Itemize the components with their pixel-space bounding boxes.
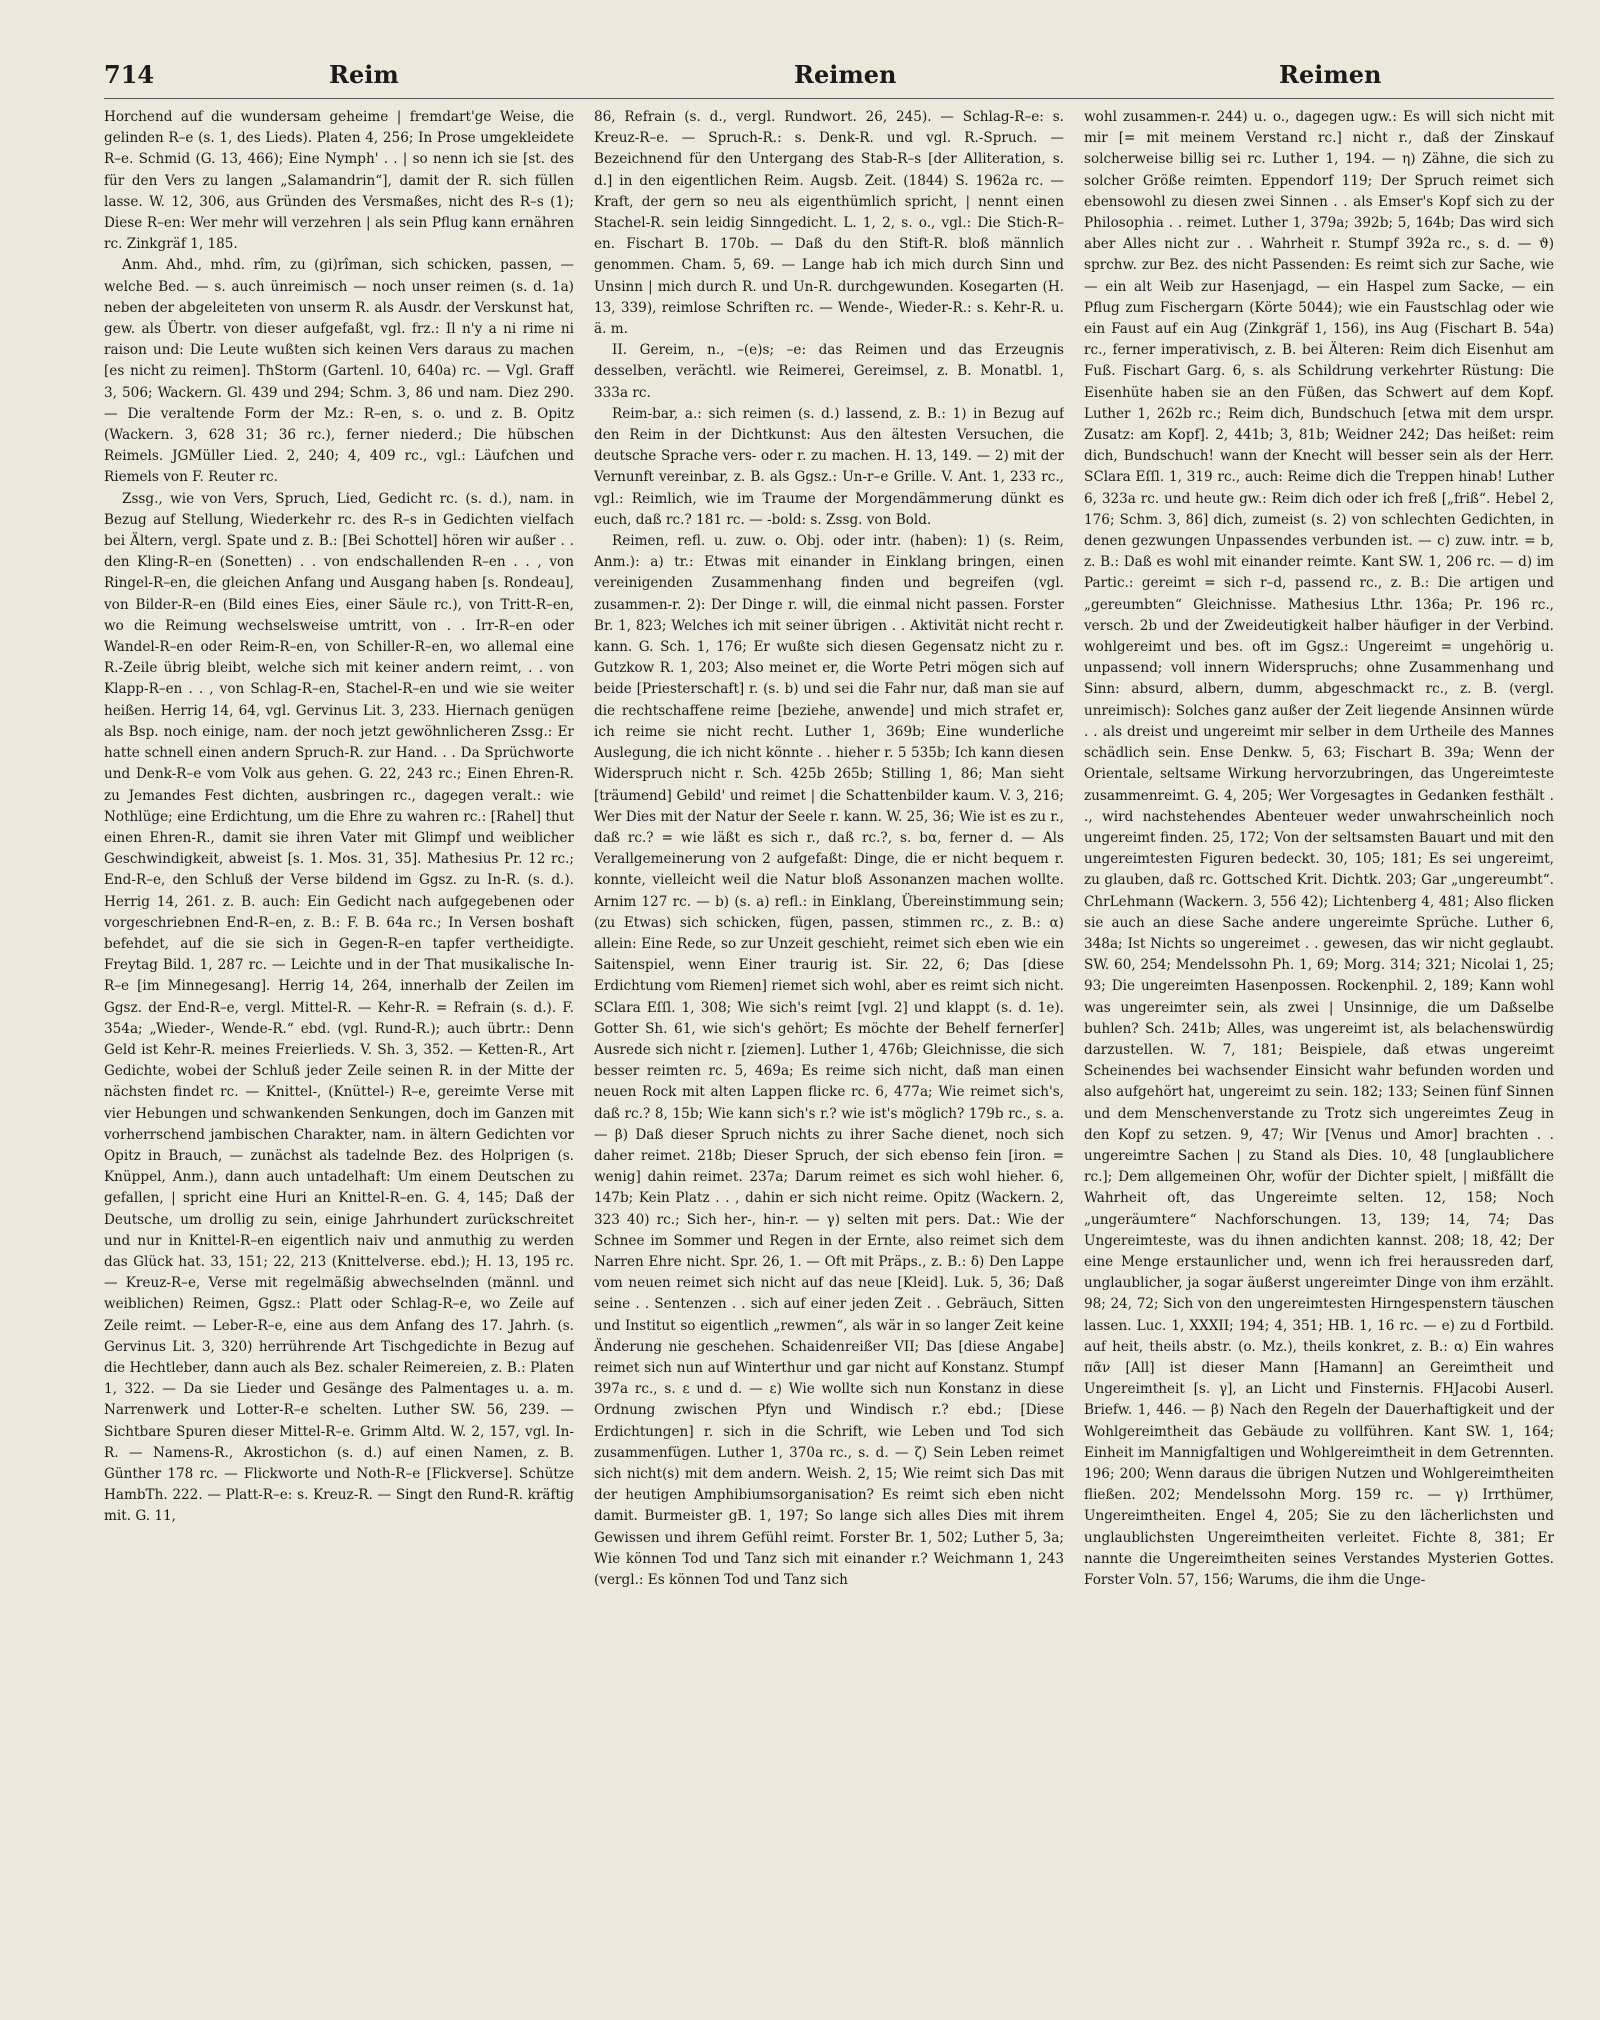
running-head-right: Reimen (1279, 60, 1382, 89)
column-left (104, 107, 574, 2007)
column-middle (594, 107, 1064, 2007)
paragraph: 86, Refrain (s. d., vergl. Rundwort. 26, 245). — Schlag-R–e: s. Kreuz-R–e. — Spruch-R.: s. Denk-R. und vgl. R.-Spruch. — Bezeichnend für den Untergang des Stab-R–s [der Alliteration, s. d.] in den eigentlichen Reim. Augsb. Zeit. (1844) S. 1962a rc. — Kraft, der gern so neu als eigenthümlich spricht, | nennt einen Stachel-R. sein leidig Sinngedicht. L. 1, 2, s. o., vgl.: Die Stich-R–en. Fischart B. 170b. — Daß du den Stift-R. bloß männlich genommen. Cham. 5, 69. — Lange hab ich mich durch Sinn und Unsinn | mich durch R. und Un-R. durchgewunden. Kosegarten (H. 13, 339), reimlose Schriften rc. — Wende-, Wieder-R.: s. Kehr-R. u. ä. m. (594, 109, 1064, 338)
page-header (104, 56, 1554, 99)
text-columns (104, 107, 1554, 2007)
paragraph: II. Gereim, n., –(e)s; –e: das Reimen und das Erzeugnis desselben, verächtl. wie Reimerei, Gereimsel, z. B. Monatbl. 1, 333a rc. (594, 342, 1064, 401)
column-right (1084, 107, 1554, 2007)
paragraph: Reimen, refl. u. zuw. o. Obj. oder intr. (haben): 1) (s. Reim, Anm.): a) tr.: Etwas mit einander in Einklang bringen, einen vereinigenden Zusammenhang finden und begreifen (vgl. zusammen-r. 2): Der Dinge r. will, die einmal nicht passen. Forster Br. 1, 823; Welches ich mit seiner übrigen . . Aktivität nicht recht r. kann. G. Sch. 1, 176; Er wußte sich diesen Gegensatz nicht zu r. Gutzkow R. 1, 203; Also meinet er, die Worte Petri mögen sich auf beide [Priesterschaft] r. (s. b) und sei die Fahr nur, daß man sie auf die rechtschaffene reime [beziehe, anwende] und mich strafet er, ich reime sie nicht recht. Luther 1, 369b; Eine wunderliche Auslegung, die ich nicht könnte . . hieher r. 5 535b; Ich kann diesen Widerspruch nicht r. Sch. 425b 265b; Stilling 1, 86; Man sieht [träumend] Gebild' und reimet | die Schattenbilder kaum. V. 3, 216; Wer Dies mit der Natur der Seele r. kann. W. 25, 36; Wie ist es zu r., daß rc.? = wie läßt es sich r., daß rc.?, s. bα, ferner d. — Als Verallgemeinerung von 2 aufgefaßt: Dinge, die er nicht bequem r. konnte, vielleicht weil die Natur bloß Assonanzen machen wollte. Arnim 127 rc. — b) (s. a) refl.: in Einklang, Übereinstimmung sein; (zu Etwas) sich schicken, fügen, passen, stimmen rc., z. B.: α) allein: Eine Rede, so zur Unzeit geschieht, reimet sich eben wie ein Saitenspiel, wenn Einer traurig ist. Sir. 22, 6; Das [diese Erdichtung vom Riemen] riemet sich wohl, aber es reimt sich nicht. SClara Eſſl. 1, 308; Wie sich's reimt [vgl. 2] und klappt (s. d. 1e). Gotter Sh. 61, wie sich's gehört; Es möchte der Behelf fernerſer] Ausrede sich nicht r. [ziemen]. Luther 1, 476b; Gleichnisse, die sich besser reimten rc. 5, 469a; Es reime sich nicht, daß man einen neuen Rock mit alten Lappen flicke rc. 6, 477a; Wie reimet sich's, daß rc.? 8, 15b; Wie kann sich's r.? wie ist's möglich? 179b rc., s. a. — β) Daß dieser Spruch nichts zu ihrer Sache dienet, noch sich daher reimet. 218b; Dieser Spruch, der sich ebenso fein [iron. = wenig] dahin reimet. 237a; Darum reimet es sich wohl hieher. 6, 147b; Kein Platz . . , dahin er sich nicht reime. Opitz (Wackern. 2, 323 40) rc.; Sich her-, hin-r. — γ) selten mit pers. Dat.: Wie der Schnee im Sommer und Regen in der Ernte, also reimet sich dem Narren Ehre nicht. Spr. 26, 1. — Oft mit Präps., z. B.: δ) Den Lappe vom neuen reimet sich nicht auf das neue [Kleid]. Luk. 5, 36; Daß seine . . Sentenzen . . sich auf einer jeden Zeit . . Gebräuch, Sitten und Institut so eigentlich „rewmen“, als wär in so langer Zeit keine Änderung nie geschehen. Schaidenreißer VII; Das [diese Angabe] reimet sich nun auf Winterthur und gar nicht auf Konstanz. Stumpf 397a rc., s. ε und d. — ε) Wie wollte sich nun Konstanz in diese Ordnung zwischen Pfyn und Windisch r.? ebd.; [Diese Erdichtungen] r. sich in die Schrift, wie Leben und Tod sich zusammenfügen. Luther 1, 370a rc., s. d. — ζ) Sein Leben reimet sich nicht(s) mit dem andern. Weish. 2, 15; Wie reimt sich Das mit der heutigen Amphibiumsorganisation? Es reimt sich eben nicht damit. Burmeister gB. 1, 197; So lange sich alles Dies mit ihrem Gewissen und ihrem Gefühl reimt. Forster Br. 1, 502; Luther 5, 3a; Wie können Tod und Tanz sich mit einander r.? Weichmann 1, 243 (vergl.: Es können Tod und Tanz sich (594, 533, 1064, 1589)
paragraph: Anm. Ahd., mhd. rîm, zu (gi)rîman, sich schicken, passen, — welche Bed. — s. auch ünreimisch — noch unser reimen (s. d. 1a) neben der abgeleiteten von unserm R. als Ausdr. der Verskunst hat, gew. als Übertr. von dieser aufgefaßt, vgl. frz.: Il n'y a ni rime ni raison und: Die Leute wußten sich keinen Vers daraus zu machen [es nicht zu reimen]. ThStorm (Gartenl. 10, 640a) rc. — Vgl. Graff 3, 506; Wackern. Gl. 439 und 294; Schm. 3, 86 und nam. Diez 290. — Die veraltende Form der Mz.: R–en, s. o. und z. B. Opitz (Wackern. 3, 628 31; 36 rc.), ferner niederd.; Die hübschen Reimels. JGMüller Lied. 2, 240; 4, 409 rc., vgl.: Läufchen und Riemels von F. Reuter rc. (104, 257, 574, 486)
paragraph: Horchend auf die wundersam geheime | fremdart'ge Weise, die gelinden R–e (s. 1, des Lieds). Platen 4, 256; In Prose umgekleidete R–e. Schmid (G. 13, 466); Eine Nymph' . . | so nenn ich sie [st. des für den Vers zu langen „Salamandrin“], damit der R. sich füllen lasse. W. 12, 306, aus Gründen des Versmaßes, nicht des R–s (1); Diese R–en: Wer mehr will verzehren | als sein Pflug kann ernähren rc. Zinkgräf 1, 185. (104, 109, 574, 253)
paragraph: wohl zusammen-r. 244) u. o., dagegen ugw.: Es will sich nicht mit mir [= mit meinem Verstand rc.] nicht r., daß der Zinskauf solcherweise billig sei rc. Luther 1, 194. — η) Zähne, die sich zu solcher Größe reimten. Eppendorf 119; Der Spruch reimet sich ebensowohl zu diesen zwei Sinnen . . als Emser's Kopf sich zu der Philosophia . . reimet. Luther 1, 379a; 392b; 5, 164b; Das wird sich aber Alles nicht zur . . Wahrheit r. Stumpf 392a rc., s. d. — ϑ) sprchw. zur Bez. des nicht Passenden: Es reimt sich zur Sache, wie — ein alt Weib zur Hasenjagd, — ein Haspel zum Sacke, — ein Pflug zum Fischergarn (Körte 5044); wie ein Faustschlag oder wie ein Faust auf ein Aug (Zinkgräf 1, 156), ins Aug (Fischart B. 54a) rc., ferner imperativisch, z. B. bei Älteren: Reim dich Eisenhut am Fuß. Fischart Garg. 6, s. als Schildrung verkehrter Rüstung: Die Eisenhüte haben sie an den Füßen, das Schwert auf dem Kopf. Luther 1, 262b rc.; Reim dich, Bundschuch [etwa mit dem urspr. Zusatz: am Kopf]. 2, 441b; 3, 81b; Weidner 242; Das heißet: reim dich, Bundschuch! wann der Knecht will besser sein als der Herr. SClara Eſſl. 1, 319 rc., auch: Reime dich die Treppen hinab! Luther 6, 323a rc. und heute gw.: Reim dich oder ich freß [„friß“. Hebel 2, 176; Schm. 3, 86] dich, zumeist (s. 2) von schlechten Gedichten, in denen gezwungen Unpassendes verbunden ist. — c) zuw. intr. = b, z. B.: Daß es wohl mit einander reimte. Kant SW. 1, 206 rc. — d) im Partic.: gereimt = sich r–d, passend rc., z. B.: Die artigen und „gereumbten“ Gleichnisse. Mathesius Lthr. 136a; Pr. 196 rc., versch. 2b und der Zweideutigkeit halber häufiger in der Verbind. wohlgereimt und bes. oft im Ggsz.: Ungereimt = ungehörig u. unpassend; voll innern Widerspruchs; ohne Zusammenhang und Sinn: absurd, albern, dumm, abgeschmackt rc., z. B. (vergl. unreimisch): Solches ganz außer der Zeit liegende Ansinnen würde . . als dreist und ungereimt mir selber in dem Urtheile des Mannes schädlich sein. Ense Denkw. 5, 63; Fischart B. 39a; Wenn der Orientale, seltsame Wirkung hervorzubringen, das Ungereimteste zusammenreimt. G. 4, 205; Wer Vorgesagtes in Gedanken festhält . ., wird nachstehendes Abenteuer weder unwahrscheinlich noch ungereimt finden. 25, 172; Von der seltsamsten Bauart und mit den ungereimtesten Figuren bedeckt. 30, 105; 181; Es sei ungereimt, zu glauben, daß rc. Gottsched Krit. Dichtk. 203; Gar „ungereumbt“. ChrLehmann (Wackern. 3, 556 42); Lichtenberg 4, 481; Also flicken sie auch an diese Sache andere ungereimte Sprüche. Luther 6, 348a; Ist Nichts so ungereimet . . gewesen, das wir nicht geglaubt. SW. 60, 254; Mendelssohn Ph. 1, 69; Morg. 314; 321; Nicolai 1, 25; 93; Die ungereimten Hasenpossen. Rockenphil. 2, 189; Kann wohl was ungereimter sein, als zwei | Unsinnige, die um Daßselbe buhlen? Sch. 241b; Alles, was ungereimt ist, als belachenswürdig darzustellen. W. 7, 181; Beispiele, daß etwas ungereimt Scheinendes bei wachsender Einsicht wahr befunden worden und also aufgehört hat, ungereimt zu sein. 182; 133; Seinen fünf Sinnen und dem Menschenverstande zu Trotz sich ungereimtes Zeug in den Kopf zu setzen. 9, 47; Wir [Venus und Amor] brachten . . ungereimtre Sachen | zu Stand als Dies. 10, 48 [unglaublichere rc.]; Dem allgemeinen Ohr, wofür der Dichter spielt, | mißfällt die Wahrheit oft, das Ungereimte selten. 12, 158; Noch „ungeräumtere“ Nachforschungen. 13, 139; 14, 74; Das Ungereimteste, was du ihnen andichten kannst. 208; 18, 42; Der eine Menge erstaunlicher und, wenn ich frei heraussreden darf, unglaublicher, ja sogar äußerst ungereimter Dinge von ihm erzählt. 98; 24, 72; Sich von den ungereimtesten Hirngespenstern täuschen lassen. Luc. 1, XXXII; 194; 4, 351; HB. 1, 16 rc. — e) zu d Fortbild. auf heit, theils abstr. (o. Mz.), theils konkret, z. B.: α) Ein wahres πᾶν [All] ist dieser Mann [Hamann] an Gereimtheit und Ungereimtheit [s. γ], an Licht und Finsternis. FHJacobi Auserl. Briefw. 1, 446. — β) Nach den Regeln der Dauerhaftigkeit und der Wohlgereimtheit das Gebäude zu vollführen. Kant SW. 1, 164; Einheit im Mannigfaltigen und Wohlgereimtheit in dem Getrennten. 196; 200; Wenn daraus die übrigen Nutzen und Wohlgereimtheiten fließen. 202; Mendelssohn Morg. 159 rc. — γ) Irrthümer, Ungereimtheiten. Engel 4, 205; Sie zu den lächerlichsten und unglaublichsten Ungereimtheiten verleitet. Fichte 8, 381; Er nannte die Ungereimtheiten seines Verstandes Mysterien Gottes. Forster Voln. 57, 156; Warums, die ihm die Unge- (1084, 109, 1554, 1589)
running-head-center: Reimen (794, 60, 897, 89)
paragraph: Reim-bar, a.: sich reimen (s. d.) lassend, z. B.: 1) in Bezug auf den Reim in der Dichtkunst: Aus den ältesten Versuchen, die deutsche Sprache vers- oder r. zu machen. H. 13, 149. — 2) mit der Vernunft vereinbar, z. B. als Ggsz.: Un-r–e Grille. V. Ant. 1, 233 rc., vgl.: Reimlich, wie im Traume der Morgendämmerung dünkt es euch, daß rc.? 181 rc. — -bold: s. Zssg. von Bold. (594, 405, 1064, 528)
running-head-left: Reim (329, 60, 399, 89)
page-number: 714 (104, 60, 155, 89)
paragraph: Zssg., wie von Vers, Spruch, Lied, Gedicht rc. (s. d.), nam. in Bezug auf Stellung, Wiederkehr rc. des R–s in Gedichten vielfach bei Ältern, vergl. Spate und z. B.: [Bei Schottel] hören wir außer . . den Kling-R–en (Sonetten) . . von endschallenden R–en . . , von Ringel-R–en, die gleichen Anfang und Ausgang haben [s. Rondeau], von Bilder-R–en (Bild eines Eies, einer Säule rc.), von Tritt-R–en, wo die Reimung wechselsweise umtritt, von . . Irr-R–en oder Wandel-R–en oder Reim-R–en, von Schiller-R–en, wo allemal eine R.-Zeile übrig bleibt, welche sich mit keiner andern reimt, . . von Klapp-R–en . . , von Schlag-R–en, Stachel-R–en und wie sie weiter heißen. Herrig 14, 64, vgl. Gervinus Lit. 3, 233. Hiernach genügen als Bsp. noch einige, nam. der noch jetzt gewöhnlicheren Zssg.: Er hatte schnell einen andern Spruch-R. zur Hand. . . Da Sprüchworte und Denk-R–e vom Volk aus gehen. G. 22, 243 rc.; Einen Ehren-R. zu Jemandes Fest dichten, ausbringen rc., dagegen veralt.: wie Nothlüge; eine Erdichtung, um die Ehre zu wahren rc.: [Rahel] thut einen Ehren-R., damit sie ihren Vater mit Glimpf und weiblicher Geschwindigkeit, abweist [s. 1. Mos. 31, 35]. Mathesius Pr. 12 rc.; End-R–e, den Schluß der Verse bildend im Ggsz. zu In-R. (s. d.). Herrig 14, 261. z. B. auch: Ein Gedicht nach aufgegebenen oder vorgeschriebnen End-R–en, z. B.: F. B. 64a rc.; In Versen boshaft befehdet, auf die sie sich in Gegen-R–en tapfer vertheidigte. Freytag Bild. 1, 287 rc. — Leichte und in der That musikalische In-R–e [im Minnegesang]. Herrig 14, 264, innerhalb der Zeilen im Ggsz. der End-R–e, vergl. Mittel-R. — Kehr-R. = Refrain (s. d.). F. 354a; „Wieder-, Wende-R.“ ebd. (vgl. Rund-R.); auch übrtr.: Denn Geld ist Kehr-R. meines Freierlieds. V. Sh. 3, 352. — Ketten-R., Art Gedichte, wobei der Schluß jeder Zeile seinen R. in der Mitte der nächsten findet rc. — Knittel-, (Knüttel-) R–e, gereimte Verse mit vier Hebungen und schwankenden Senkungen, doch im Ganzen mit vorherrschend jambischen Charakter, nam. in ältern Gedichten vor Opitz in Brauch, — zunächst als tadelnde Bez. des Holprigen (s. Knüppel, Anm.), dann auch untadelhaft: Um einem Deutschen zu gefallen, | spricht eine Huri an Knittel-R–en. G. 4, 145; Daß der Deutsche, um drollig zu sein, einige Jahrhundert zurückschreitet und nur in Knittel-R–en eigentlich naiv und anmuthig zu werden das Glück hat. 33, 151; 22, 213 (Knittelverse. ebd.); H. 13, 195 rc. — Kreuz-R–e, Verse mit regelmäßig abwechselnden (männl. und weiblichen) Reimen, Ggsz.: Platt oder Schlag-R–e, wo Zeile auf Zeile reimt. — Leber-R–e, eine aus dem Anfang des 17. Jahrh. (s. Gervinus Lit. 3, 320) herrührende Art Tischgedichte in Bezug auf die Hechtleber, dann auch als Bez. schaler Reimereien, z. B.: Platen 1, 322. — Da sie Lieder und Gesänge des Palmentages u. a. m. Narrenwerk und Lotter-R–e schelten. Luther SW. 56, 239. — Sichtbare Spuren dieser Mittel-R–e. Grimm Altd. W. 2, 157, vgl. In-R. — Namens-R., Akrostichon (s. d.) auf einen Namen, z. B. Günther 178 rc. — Flickworte und Noth-R–e [Flickverse]. Schütze HambTh. 222. — Platt-R–e: s. Kreuz-R. — Singt den Rund-R. kräftig mit. G. 11, (104, 490, 574, 1525)
